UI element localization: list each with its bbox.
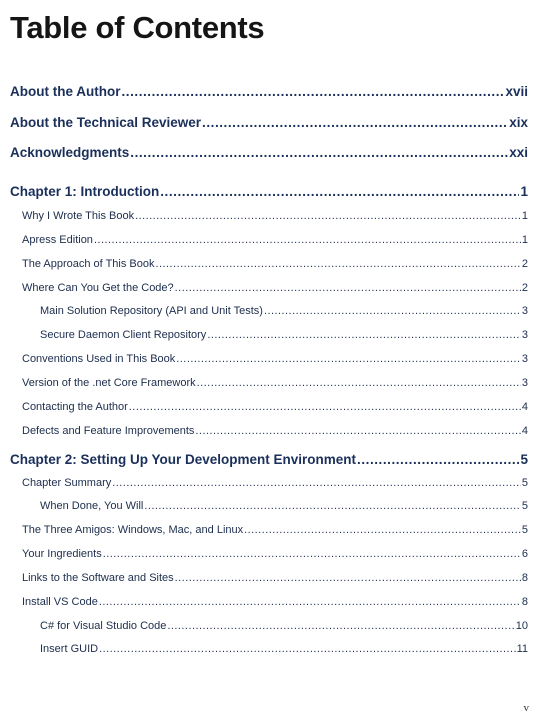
dot-leader bbox=[144, 500, 521, 512]
toc-entry-label: When Done, You Will bbox=[40, 500, 144, 512]
toc-entry-label: Where Can You Get the Code? bbox=[22, 282, 174, 294]
toc-entry-net-core-version[interactable] bbox=[22, 377, 528, 389]
toc-entry-label: Main Solution Repository (API and Unit Tests) bbox=[40, 305, 263, 317]
toc-entry-label: Version of the .net Core Framework bbox=[22, 377, 196, 389]
toc-page-number: xvii bbox=[505, 84, 528, 99]
toc-page-number: 2 bbox=[521, 282, 528, 294]
dot-leader bbox=[175, 572, 521, 584]
toc-entry-label: Defects and Feature Improvements bbox=[22, 425, 195, 437]
toc-entry-chapter-summary[interactable] bbox=[22, 477, 528, 489]
toc-entry-label: C# for Visual Studio Code bbox=[40, 620, 167, 632]
toc-entry-label: Acknowledgments bbox=[10, 145, 130, 160]
toc-entry-approach-of-this-book[interactable] bbox=[22, 258, 528, 270]
toc-page-number: 10 bbox=[515, 620, 528, 632]
dot-leader bbox=[121, 84, 504, 99]
dot-leader bbox=[207, 329, 521, 341]
toc-page-number: 11 bbox=[516, 643, 528, 655]
toc-entry-label: Contacting the Author bbox=[22, 401, 128, 413]
dot-leader bbox=[99, 596, 521, 608]
toc-page-number: 4 bbox=[521, 425, 528, 437]
toc-page-number: 5 bbox=[521, 524, 528, 536]
dot-leader bbox=[202, 115, 508, 130]
dot-leader bbox=[197, 377, 521, 389]
dot-leader bbox=[156, 258, 521, 270]
toc-entry-install-vs-code[interactable] bbox=[22, 596, 528, 608]
dot-leader bbox=[112, 477, 521, 489]
page-title: Table of Contents bbox=[10, 10, 265, 45]
toc-page-number: 8 bbox=[521, 572, 528, 584]
dot-leader bbox=[357, 452, 519, 467]
toc-entry-about-technical-reviewer[interactable] bbox=[10, 115, 528, 130]
toc-entry-acknowledgments[interactable] bbox=[10, 145, 528, 160]
toc-entry-three-amigos[interactable] bbox=[22, 524, 528, 536]
dot-leader bbox=[176, 353, 521, 365]
toc-entry-label: About the Author bbox=[10, 84, 121, 99]
toc-page-number: 5 bbox=[520, 452, 528, 467]
toc-page-number: 1 bbox=[520, 184, 528, 199]
dot-leader bbox=[94, 234, 521, 246]
toc-page-number: xix bbox=[509, 115, 528, 130]
toc-entry-defects-feature-improvements[interactable] bbox=[22, 425, 528, 437]
toc-entry-label: Chapter Summary bbox=[22, 477, 112, 489]
toc-entry-label: Insert GUID bbox=[40, 643, 99, 655]
dot-leader bbox=[130, 145, 508, 160]
toc-page-number: 1 bbox=[521, 210, 528, 222]
toc-page-number: 8 bbox=[521, 596, 528, 608]
toc-entry-label: The Approach of This Book bbox=[22, 258, 155, 270]
toc-page-number: 3 bbox=[521, 329, 528, 341]
toc-entry-label: Links to the Software and Sites bbox=[22, 572, 174, 584]
toc-chapter-2[interactable] bbox=[10, 452, 528, 467]
dot-leader bbox=[135, 210, 521, 222]
toc-entry-why-i-wrote-this-book[interactable] bbox=[22, 210, 528, 222]
toc-chapter-1[interactable] bbox=[10, 184, 528, 199]
toc-entry-label: Why I Wrote This Book bbox=[22, 210, 135, 222]
toc-page-number: 3 bbox=[521, 353, 528, 365]
toc-entry-conventions[interactable] bbox=[22, 353, 528, 365]
toc-entry-about-author[interactable] bbox=[10, 84, 528, 99]
dot-leader bbox=[175, 282, 521, 294]
toc-chapter-label: Chapter 1: Introduction bbox=[10, 184, 160, 199]
toc-entry-label: Conventions Used in This Book bbox=[22, 353, 176, 365]
dot-leader bbox=[244, 524, 521, 536]
toc-chapter-label: Chapter 2: Setting Up Your Development Environment bbox=[10, 452, 357, 467]
toc-entry-label: Your Ingredients bbox=[22, 548, 102, 560]
toc-page-number: 1 bbox=[521, 234, 528, 246]
dot-leader bbox=[195, 425, 520, 437]
toc-page-number: 2 bbox=[521, 258, 528, 270]
toc-page-number: 6 bbox=[521, 548, 528, 560]
dot-leader bbox=[103, 548, 521, 560]
toc-entry-contacting-author[interactable] bbox=[22, 401, 528, 413]
dot-leader bbox=[99, 643, 516, 655]
toc-entry-your-ingredients[interactable] bbox=[22, 548, 528, 560]
toc-page-number: 5 bbox=[521, 477, 528, 489]
dot-leader bbox=[264, 305, 521, 317]
toc-page-number: 4 bbox=[521, 401, 528, 413]
toc-entry-label: The Three Amigos: Windows, Mac, and Linux bbox=[22, 524, 244, 536]
page-folio: v bbox=[523, 702, 529, 714]
toc-entry-label: Secure Daemon Client Repository bbox=[40, 329, 207, 341]
toc-page-number: xxi bbox=[509, 145, 528, 160]
toc-entry-label: About the Technical Reviewer bbox=[10, 115, 202, 130]
toc-entry-apress-edition[interactable] bbox=[22, 234, 528, 246]
toc-entry-when-done-you-will[interactable] bbox=[40, 500, 528, 512]
toc-entry-links-software-sites[interactable] bbox=[22, 572, 528, 584]
toc-page-number: 3 bbox=[521, 377, 528, 389]
toc-entry-main-solution-repository[interactable] bbox=[40, 305, 528, 317]
dot-leader bbox=[129, 401, 521, 413]
dot-leader bbox=[167, 620, 514, 632]
toc-entry-csharp-for-vs-code[interactable] bbox=[40, 620, 528, 632]
toc-entry-secure-daemon-client-repository[interactable] bbox=[40, 329, 528, 341]
toc-page-number: 3 bbox=[521, 305, 528, 317]
toc-entry-label: Apress Edition bbox=[22, 234, 93, 246]
toc-page-number: 5 bbox=[521, 500, 528, 512]
toc-entry-label: Install VS Code bbox=[22, 596, 98, 608]
toc-entry-where-get-code[interactable] bbox=[22, 282, 528, 294]
toc-entry-insert-guid[interactable] bbox=[40, 643, 528, 655]
dot-leader bbox=[160, 184, 519, 199]
